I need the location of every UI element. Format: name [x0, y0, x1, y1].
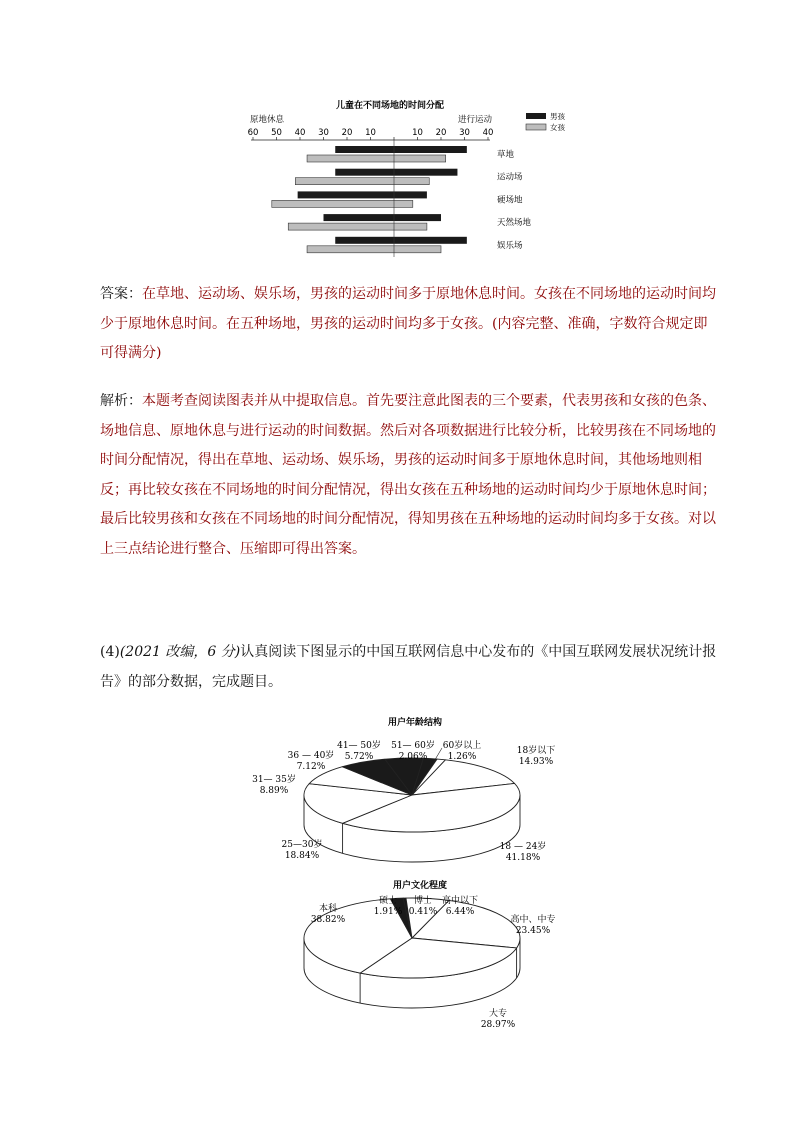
x-tick-label: 20	[435, 128, 447, 138]
x-tick-label: 10	[365, 128, 376, 138]
bar-girls	[307, 246, 441, 253]
analysis-paragraph	[100, 387, 720, 564]
answer-paragraph	[100, 280, 720, 369]
bar-boys	[298, 191, 427, 198]
x-tick-label: 40	[482, 128, 494, 138]
answer-prefix: 答案：	[100, 286, 142, 302]
x-tick-label: 40	[294, 128, 306, 138]
answer-text: 在草地、运动场、娱乐场，男孩的运动时间多于原地休息时间。女孩在不同场地的运动时间均少于原地休息时间。在五种场地，男孩的运动时间均多于女孩。(内容完整、准确，字数符合规定即可得满分)	[100, 286, 716, 361]
time-distribution-bar-chart	[240, 95, 565, 265]
legend-swatch-boys	[526, 113, 546, 119]
exercise-axis-label: 进行运动	[458, 115, 493, 125]
rest-axis-label: 原地休息	[250, 115, 285, 125]
label-edu-below-highschool: 高中以下 6.44%	[441, 896, 479, 917]
x-tick-label: 30	[318, 128, 329, 138]
edu-pie-title: 用户文化程度	[392, 881, 448, 891]
legend-label-boys: 男孩	[550, 112, 565, 121]
label-age-51-60: 51— 60岁 2.06%	[391, 741, 435, 762]
question-number: (4)	[100, 644, 120, 660]
bar-girls	[272, 200, 413, 207]
label-edu-doctor: 博士 0.41%	[408, 896, 438, 917]
bar-chart-title: 儿童在不同场地的时间分配	[335, 101, 445, 111]
user-education-pie-chart	[280, 876, 570, 1031]
label-age-over-60: 60岁以上 1.26%	[442, 741, 482, 762]
legend-swatch-girls	[526, 124, 546, 130]
label-edu-college: 大专 28.97%	[480, 1009, 516, 1030]
analysis-prefix: 解析：	[100, 393, 142, 409]
bar-girls	[295, 178, 429, 185]
analysis-text: 本题考查阅读图表并从中提取信息。首先要注意此图表的三个要素，代表男孩和女孩的色条、场地信息、原地休息与进行运动的时间数据。然后对各项数据进行比较分析，比较男孩在不同场地的时间分配情况，得出在草地、运动场、娱乐场，男孩的运动时间多于原地休息时间，其他场地则相反；再比较女孩在不同场地的时间分配情况，得出女孩在五种场地的运动时间均少于原地休息时间；最后比较男孩和女孩在不同场地的时间分配情况，得知男孩在五种场地的运动时间均多于女孩。对以上三点结论进行整合、压缩即可得出答案。	[100, 393, 716, 557]
category-label: 娱乐场	[497, 240, 523, 251]
category-label: 草地	[497, 150, 515, 160]
age-pie-title: 用户年龄结构	[387, 718, 443, 728]
label-age-36-40: 36 — 40岁 7.12%	[287, 751, 335, 772]
label-age-31-35: 31— 35岁 8.89%	[252, 775, 296, 796]
label-age-18-24: 18 — 24岁 41.18%	[499, 842, 547, 863]
question-text: 认真阅读下图显示的中国互联网信息中心发布的《中国互联网发展状况统计报告》的部分数据，完成题目。	[100, 644, 717, 690]
user-age-pie-chart	[250, 712, 570, 867]
x-tick-label: 20	[341, 128, 353, 138]
question-source: (2021 改编，6 分)	[119, 644, 241, 660]
label-edu-master: 硕士 1.91%	[373, 896, 403, 917]
bar-boys	[335, 146, 467, 153]
label-age-41-50: 41— 50岁 5.72%	[337, 741, 381, 762]
category-label: 运动场	[497, 172, 523, 183]
legend-label-girls: 女孩	[550, 123, 565, 132]
label-edu-bachelor: 本科 38.82%	[310, 904, 346, 925]
label-edu-highschool: 高中、中专 23.45%	[510, 915, 556, 936]
bar-boys	[335, 237, 467, 244]
x-tick-label: 50	[271, 128, 282, 138]
category-label: 硬场地	[497, 195, 523, 206]
category-label: 天然场地	[497, 218, 532, 229]
bar-boys	[324, 214, 442, 221]
question-paragraph	[100, 638, 720, 697]
label-age-25-30: 25—30岁 18.84%	[281, 840, 323, 861]
label-age-under-18: 18岁以下 14.93%	[516, 746, 556, 767]
x-tick-label: 10	[412, 128, 423, 138]
bar-girls	[307, 155, 446, 162]
bar-boys	[335, 169, 457, 176]
x-tick-label: 30	[459, 128, 470, 138]
x-tick-label: 60	[247, 128, 259, 138]
bar-girls	[288, 223, 427, 230]
